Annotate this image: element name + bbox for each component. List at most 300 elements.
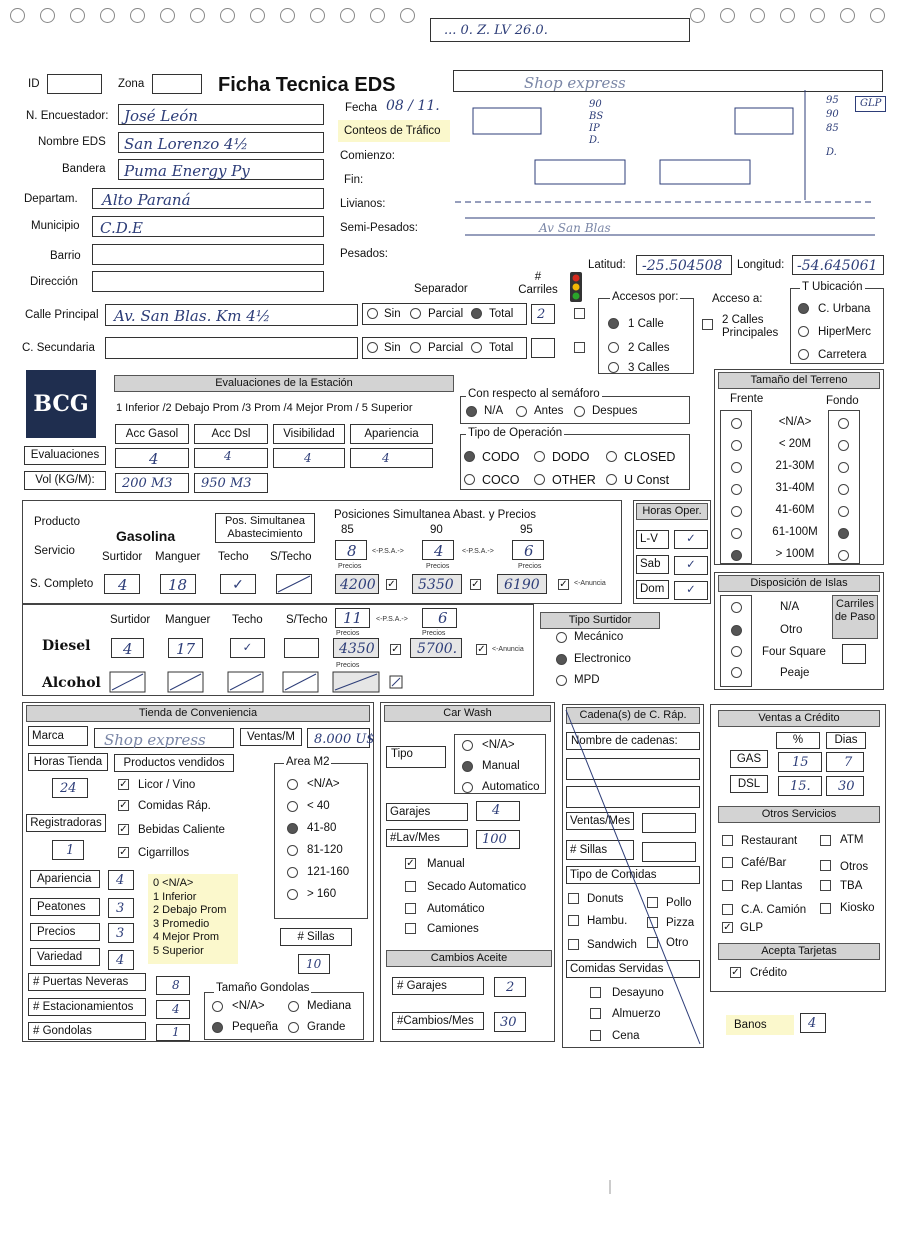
- horas-dom-field[interactable]: ✓: [674, 581, 708, 600]
- cad-donuts: Donuts: [587, 893, 624, 905]
- terreno-frente-radio[interactable]: [731, 506, 742, 517]
- terreno-fondo-radio[interactable]: [838, 462, 849, 473]
- isla-four: Four Square: [762, 646, 826, 658]
- tipo-mecanico-radio[interactable]: [556, 632, 567, 643]
- op-uconst-radio[interactable]: [606, 474, 617, 485]
- carriles-label: # Carriles: [518, 271, 558, 296]
- acceso-a-label: Acceso a:: [712, 293, 763, 305]
- terreno-row-label: 41-60M: [775, 504, 815, 516]
- horas-sab-field[interactable]: ✓: [674, 556, 708, 575]
- separador-label: Separador: [414, 283, 468, 295]
- direccion-field[interactable]: [92, 271, 324, 292]
- prod-cigarrillos-check[interactable]: ✓: [119, 847, 128, 858]
- cw-na-radio[interactable]: [462, 740, 473, 751]
- d-surtidor-label: Surtidor: [110, 614, 151, 626]
- oct-95: 95: [520, 524, 533, 536]
- sep2-parcial: Parcial: [428, 342, 464, 354]
- latitud-value: -25.504508: [642, 258, 723, 274]
- estac-value: 4: [172, 1002, 180, 1016]
- g-surtidor-label: Surtidor: [102, 551, 143, 563]
- scale-item: 4 Mejor Prom: [153, 931, 220, 943]
- d-surtidor-value: 4: [123, 640, 133, 658]
- c-garajes-label: # Garajes: [392, 977, 484, 995]
- estac-label: # Estacionamientos: [28, 998, 146, 1016]
- carriles-paso-field[interactable]: [842, 644, 866, 664]
- bcg-logo: BCG: [26, 370, 96, 438]
- cad-nombre-label: Nombre de cadenas:: [566, 732, 700, 750]
- acc2-label: 2 Calles: [628, 342, 670, 354]
- dsl-pos-2-value: 6: [438, 609, 448, 627]
- gondolas-value: 1: [172, 1025, 180, 1039]
- otros-glp-check[interactable]: ✓: [723, 922, 732, 933]
- sep2-parcial-radio[interactable]: [410, 342, 421, 353]
- credito-gas-pct-value: 15: [792, 755, 809, 770]
- gas-anuncia-95[interactable]: ✓: [559, 579, 568, 590]
- cw-manual-radio[interactable]: [462, 761, 473, 772]
- semaforo-title: Con respecto al semáforo: [468, 388, 600, 400]
- otros-title: Otros Servicios: [718, 806, 880, 823]
- terreno-frente-radio[interactable]: [731, 462, 742, 473]
- encuestador-value: José León: [124, 107, 198, 125]
- tam-na-radio[interactable]: [212, 1001, 223, 1012]
- op-other: OTHER: [552, 473, 596, 487]
- op-uconst: U Const: [624, 473, 670, 487]
- terreno-fondo-radio[interactable]: [838, 506, 849, 517]
- otros-camion-check[interactable]: [722, 904, 733, 915]
- area-option-label: 41-80: [307, 822, 337, 834]
- productos-label: Productos vendidos: [114, 754, 234, 772]
- ub2-label: HiperMerc: [818, 326, 872, 338]
- registradoras-value: 1: [66, 843, 75, 858]
- nombre-label: Nombre EDS: [38, 136, 106, 148]
- latitud-label: Latitud:: [588, 259, 626, 271]
- direccion-label: Dirección: [30, 276, 78, 288]
- tam-grande-radio[interactable]: [288, 1022, 299, 1033]
- producto-label: Producto: [34, 516, 81, 528]
- semi-label: Semi-Pesados:: [340, 222, 418, 234]
- terreno-row-label: 31-40M: [775, 482, 815, 494]
- calle-label: Calle Principal: [25, 309, 99, 321]
- dsl-pos-1-value: 11: [343, 609, 363, 627]
- evaluations-title: Evaluaciones de la Estación: [114, 375, 454, 392]
- cw-check-automatico: Automático: [427, 903, 485, 915]
- acc1-label: 1 Calle: [628, 318, 664, 330]
- longitud-label: Longitud:: [737, 259, 785, 271]
- op-closed-radio[interactable]: [606, 451, 617, 462]
- prod-cigarrillos: Cigarrillos: [138, 847, 190, 859]
- terreno-frente-radio[interactable]: [731, 528, 742, 539]
- tipo-mpd: MPD: [574, 674, 600, 686]
- anuncia-label-2: <-Anuncia: [492, 646, 524, 653]
- terreno-fondo-radio[interactable]: [838, 418, 849, 429]
- oct-85: 85: [341, 524, 354, 536]
- sketch-fuel-1: 90: [589, 99, 602, 110]
- otros-tba-check[interactable]: [820, 880, 831, 891]
- terreno-fondo-radio[interactable]: [838, 484, 849, 495]
- gas-anuncia-85[interactable]: ✓: [387, 579, 396, 590]
- g-stecho-label: S/Techo: [270, 551, 312, 563]
- sep1-sin: Sin: [384, 308, 401, 320]
- zona-label: Zona: [118, 78, 145, 90]
- gas-anuncia-90[interactable]: ✓: [471, 579, 480, 590]
- sep1-sin-radio[interactable]: [367, 308, 378, 319]
- area-option-label: < 40: [307, 800, 330, 812]
- scale-item: 5 Superior: [153, 944, 204, 957]
- cambios-title: Cambios Aceite: [386, 950, 552, 967]
- alcohol-fields: [108, 670, 413, 694]
- sep2-check[interactable]: [574, 342, 585, 353]
- dsl-price-2-value: 5700.: [417, 641, 458, 657]
- tipo-electronico-radio[interactable]: [556, 654, 567, 665]
- precios-t-value: 3: [116, 926, 125, 941]
- otros-cafe-check[interactable]: [722, 857, 733, 868]
- carriles-paso-label: Carriles de Paso: [832, 595, 878, 639]
- precios-t-label: Precios: [30, 923, 100, 941]
- municipio-label: Municipio: [31, 220, 80, 232]
- area-option-label: <N/A>: [307, 778, 340, 790]
- col-apariencia: Apariencia: [350, 424, 433, 444]
- gasolina-label: Gasolina: [116, 528, 176, 544]
- area-option-label: > 160: [307, 888, 337, 900]
- tam-na: <N/A>: [232, 1000, 265, 1012]
- puertas-label: # Puertas Neveras: [28, 973, 146, 991]
- terreno-row-label: > 100M: [775, 548, 815, 560]
- terreno-title: Tamaño del Terreno: [718, 372, 880, 389]
- isla-peaje-radio[interactable]: [731, 667, 742, 678]
- otros-llantas: Rep Llantas: [741, 880, 803, 892]
- otros-cafe: Café/Bar: [741, 857, 787, 869]
- credito-title: Ventas a Crédito: [718, 710, 880, 727]
- top-code: ... 0. Z. LV 26.0.: [444, 23, 548, 38]
- sep2-sin-radio[interactable]: [367, 342, 378, 353]
- terreno-frente-radio[interactable]: [731, 418, 742, 429]
- nombre-value: San Lorenzo 4½: [124, 135, 249, 153]
- otros-restaurant-check[interactable]: [722, 835, 733, 846]
- tipo-mecanico: Mecánico: [574, 631, 624, 643]
- operacion-title: Tipo de Operación: [468, 427, 563, 439]
- gas-pos-95-value: 6: [524, 542, 534, 560]
- isla-otro-radio[interactable]: [731, 625, 742, 636]
- encuestador-label: N. Encuestador:: [26, 110, 109, 122]
- ventas-value: 8.000 U$: [314, 732, 375, 747]
- precios-85: Precios: [338, 563, 362, 570]
- area-radio[interactable]: [287, 867, 298, 878]
- scale-item: 0 <N/A>: [153, 877, 194, 889]
- depto-label: Departam.: [24, 193, 78, 205]
- vol-1-value: 200 M3: [122, 476, 173, 491]
- barrio-field[interactable]: [92, 244, 324, 265]
- area-radio[interactable]: [287, 801, 298, 812]
- diesel-label: Diesel: [42, 638, 91, 654]
- op-dodo-radio[interactable]: [534, 451, 545, 462]
- gas-price-95-value: 6190: [504, 577, 540, 593]
- scompleto-label: S. Completo: [30, 578, 94, 590]
- horas-title: Horas Oper.: [636, 503, 708, 520]
- horas-lv-field[interactable]: ✓: [674, 530, 708, 549]
- sem-antes-radio[interactable]: [516, 406, 527, 417]
- fecha-value: 08 / 11.: [386, 98, 440, 114]
- credito-pct-label: %: [776, 732, 820, 749]
- cw-check-camiones: Camiones: [427, 923, 479, 935]
- secundaria-field[interactable]: [105, 337, 358, 359]
- credito-dias-label: Dias: [826, 732, 866, 749]
- acceso-a-check[interactable]: [702, 319, 713, 330]
- dsl-anuncia-1[interactable]: ✓: [391, 644, 400, 655]
- tam-mediana-radio[interactable]: [288, 1001, 299, 1012]
- dsl-anuncia-2[interactable]: ✓: [477, 644, 486, 655]
- tienda-title: Tienda de Conveniencia: [26, 705, 370, 722]
- puertas-value: 8: [172, 978, 180, 992]
- scale-item: 2 Debajo Prom: [153, 904, 227, 916]
- marca-value: Shop express: [104, 731, 206, 749]
- servicio-label: Servicio: [34, 545, 75, 557]
- vol-label: Vol (KG/M):: [24, 471, 106, 490]
- op-codo-radio[interactable]: [464, 451, 475, 462]
- sketch-side: GLP: [855, 96, 886, 112]
- sep2-sin: Sin: [384, 342, 401, 354]
- id-field[interactable]: [47, 74, 102, 94]
- op-coco: COCO: [482, 473, 520, 487]
- cw-garajes-value: 4: [492, 803, 501, 818]
- conteos-label: Conteos de Tráfico: [344, 125, 441, 137]
- credito-dsl-dias-value: 30: [838, 779, 855, 794]
- cw-tipo-label: Tipo: [386, 746, 446, 768]
- livianos-label: Livianos:: [340, 198, 386, 210]
- op-closed: CLOSED: [624, 450, 676, 464]
- ub3-label: Carretera: [818, 349, 867, 361]
- carwash-title: Car Wash: [384, 705, 551, 722]
- cw-auto: Automatico: [482, 781, 540, 793]
- isla-na-radio[interactable]: [731, 602, 742, 613]
- prod-bebidas-check[interactable]: ✓: [119, 824, 128, 835]
- prod-comidas-check[interactable]: ✓: [119, 800, 128, 811]
- cw-auto-radio[interactable]: [462, 782, 473, 793]
- op-coco-radio[interactable]: [464, 474, 475, 485]
- bandera-value: Puma Energy Py: [124, 162, 250, 180]
- gondolas-label: # Gondolas: [28, 1022, 146, 1040]
- cw-manual-check[interactable]: ✓: [406, 858, 415, 869]
- accesos-title: Accesos por:: [612, 291, 679, 303]
- terreno-row-label: <N/A>: [778, 416, 812, 428]
- sem-na: N/A: [484, 405, 504, 417]
- terreno-frente-radio[interactable]: [731, 440, 742, 451]
- otros-kiosko: Kiosko: [840, 902, 875, 914]
- ub1-radio[interactable]: [798, 303, 809, 314]
- cad-almuerzo: Almuerzo: [612, 1008, 661, 1020]
- ub3-radio[interactable]: [798, 349, 809, 360]
- otros-camion: C.A. Camión: [741, 904, 807, 916]
- pos-title: Posiciones Simultanea Abast. y Precios: [334, 509, 536, 521]
- shop-name-field[interactable]: [453, 70, 883, 92]
- evaluations-scale: 1 Inferior /2 Debajo Prom /3 Prom /4 Mejor Prom / 5 Superior: [116, 402, 413, 414]
- prod-licor: Licor / Vino: [138, 779, 196, 791]
- eval-2-value: 4: [224, 449, 232, 463]
- ubicacion-title: T Ubicación: [802, 281, 863, 293]
- acceso-a-opt: 2 Calles Principales: [722, 314, 779, 339]
- zona-field[interactable]: [152, 74, 202, 94]
- isla-peaje: Peaje: [780, 667, 810, 679]
- precios-alc: Precios: [336, 662, 360, 669]
- cw-camiones-check[interactable]: [405, 923, 416, 934]
- calle-value: Av. San Blas. Km 4½: [114, 307, 271, 325]
- otros-restaurant: Restaurant: [741, 835, 798, 847]
- isla-four-radio[interactable]: [731, 646, 742, 657]
- gas-pos-90-value: 4: [434, 542, 444, 560]
- g-techo-field[interactable]: ✓: [220, 574, 256, 594]
- page-title: Ficha Tecnica EDS: [218, 74, 396, 96]
- tam-gond-title: Tamaño Gondolas: [216, 982, 310, 994]
- apariencia-value: 4: [116, 873, 125, 888]
- sem-na-radio[interactable]: [466, 406, 477, 417]
- cad-pollo: Pollo: [666, 897, 692, 909]
- op-other-radio[interactable]: [534, 474, 545, 485]
- cadenas-strike: [562, 704, 704, 1048]
- alcohol-label: Alcohol: [42, 675, 101, 691]
- area-option-label: 81-120: [307, 844, 343, 856]
- longitud-value: -54.645061: [797, 258, 878, 274]
- acc3-label: 3 Calles: [628, 362, 670, 374]
- otros-otros-check[interactable]: [820, 860, 831, 871]
- registradoras-label: Registradoras: [26, 814, 106, 832]
- prod-licor-check[interactable]: ✓: [119, 779, 128, 790]
- sep1-parcial: Parcial: [428, 308, 464, 320]
- d-stecho-field[interactable]: [284, 638, 319, 658]
- acc2-radio[interactable]: [608, 342, 619, 353]
- cad-sandwich: Sandwich: [587, 939, 637, 951]
- d-manguer-value: 17: [176, 640, 196, 658]
- g-manguer-label: Manguer: [155, 551, 201, 563]
- tipo-electronico: Electronico: [574, 653, 631, 665]
- cad-servidas-label: Comidas Servidas: [566, 960, 700, 978]
- carriles-value: 2: [537, 307, 546, 322]
- banos-label: Banos: [734, 1019, 767, 1031]
- eval-4-value: 4: [382, 451, 390, 465]
- tarjetas-credito-check[interactable]: ✓: [731, 967, 740, 978]
- otros-atm-check[interactable]: [820, 835, 831, 846]
- c-mes-value: 30: [500, 1015, 517, 1030]
- peatones-label: Peatones: [30, 898, 100, 916]
- cad-sillas-label: # Sillas: [566, 840, 634, 860]
- cad-ventas-label: Ventas/Mes: [566, 812, 634, 830]
- d-techo-field[interactable]: ✓: [230, 638, 265, 658]
- tam-grande: Grande: [307, 1021, 346, 1033]
- cad-hambu: Hambu.: [587, 915, 628, 927]
- area-radio[interactable]: [287, 845, 298, 856]
- municipio-value: C.D.E: [100, 219, 143, 237]
- precios-95: Precios: [518, 563, 542, 570]
- precios-d1: Precios: [336, 630, 360, 637]
- d-manguer-label: Manguer: [165, 614, 211, 626]
- area-radio[interactable]: [287, 823, 298, 834]
- gas-price-90-value: 5350: [418, 577, 454, 593]
- ub1-label: C. Urbana: [818, 303, 871, 315]
- horas-tienda-label: Horas Tienda: [28, 753, 108, 771]
- cw-lav-value: 100: [482, 832, 507, 847]
- tarjetas-credito: Crédito: [750, 967, 788, 979]
- terreno-fondo-radio[interactable]: [838, 550, 849, 561]
- variedad-value: 4: [116, 953, 125, 968]
- bandera-label: Bandera: [62, 163, 106, 175]
- sep1-check[interactable]: [574, 308, 585, 319]
- page-bottom-marks: [600, 1180, 630, 1200]
- terreno-frente-radio[interactable]: [731, 550, 742, 561]
- psa-1: <-P.S.A.->: [372, 548, 404, 555]
- gas-price-85-value: 4200: [340, 577, 376, 593]
- area-radio[interactable]: [287, 889, 298, 900]
- tipo-mpd-radio[interactable]: [556, 675, 567, 686]
- sep2-total-radio[interactable]: [471, 342, 482, 353]
- sem-despues-radio[interactable]: [574, 406, 585, 417]
- cad-otro: Otro: [666, 937, 689, 949]
- terreno-fondo-radio[interactable]: [838, 528, 849, 539]
- cadenas-title: Cadena(s) de C. Ráp.: [566, 707, 700, 724]
- terreno-frente-radio[interactable]: [731, 484, 742, 495]
- sillas-t-label: # Sillas: [280, 928, 352, 946]
- prod-comidas: Comidas Ráp.: [138, 800, 211, 812]
- carriles-field-2[interactable]: [531, 338, 555, 358]
- sketch-fuel-3: IP: [589, 123, 600, 134]
- acc1-radio[interactable]: [608, 318, 619, 329]
- sep1-parcial-radio[interactable]: [410, 308, 421, 319]
- cw-garajes-label: Garajes: [386, 803, 468, 821]
- sem-antes: Antes: [534, 405, 564, 417]
- sep1-total: Total: [489, 308, 514, 320]
- isla-otro: Otro: [780, 624, 803, 636]
- col-acc-gasol: Acc Gasol: [115, 424, 189, 444]
- peatones-value: 3: [116, 901, 125, 916]
- tam-pequena-radio[interactable]: [212, 1022, 223, 1033]
- sep1-total-radio[interactable]: [471, 308, 482, 319]
- cw-check-manual: Manual: [427, 858, 465, 870]
- vol-2-value: 950 M3: [201, 476, 252, 491]
- otros-llantas-check[interactable]: [722, 880, 733, 891]
- cw-automatico-check[interactable]: [405, 903, 416, 914]
- fecha-label: Fecha: [345, 102, 377, 114]
- cw-secado-check[interactable]: [405, 881, 416, 892]
- eval-3-value: 4: [304, 451, 312, 465]
- credito-dsl-pct-value: 15.: [790, 779, 811, 794]
- isla-na: N/A: [780, 601, 800, 613]
- otros-glp: GLP: [740, 922, 764, 934]
- acc3-radio[interactable]: [608, 362, 619, 373]
- d-techo-label: Techo: [232, 614, 263, 626]
- banos-value: 4: [808, 1016, 817, 1031]
- cad-cena: Cena: [612, 1030, 640, 1042]
- tarjetas-title: Acepta Tarjetas: [718, 943, 880, 960]
- id-label: ID: [28, 78, 40, 90]
- sep2-total: Total: [489, 342, 514, 354]
- terreno-fondo-radio[interactable]: [838, 440, 849, 451]
- tam-pequena: Pequeña: [232, 1021, 279, 1033]
- g-techo-label: Techo: [218, 551, 249, 563]
- area-radio[interactable]: [287, 779, 298, 790]
- ventas-label: Ventas/M: [240, 728, 302, 746]
- dsl-price-1-value: 4350: [339, 641, 375, 657]
- precios-90: Precios: [426, 563, 450, 570]
- sketch-fuel-4: D.: [589, 135, 600, 146]
- otros-kiosko-check[interactable]: [820, 903, 831, 914]
- tam-mediana: Mediana: [307, 1000, 352, 1012]
- sketch-fuel-r2: 90: [826, 109, 839, 120]
- otros-otros: Otros: [840, 861, 869, 873]
- cw-lav-label: #Lav/Mes: [386, 829, 468, 847]
- d-stecho-label: S/Techo: [286, 614, 328, 626]
- station-sketch: [455, 90, 885, 240]
- terreno-row-label: 61-100M: [772, 526, 818, 538]
- otros-tba: TBA: [840, 880, 863, 892]
- ub2-radio[interactable]: [798, 326, 809, 337]
- terreno-frente: Frente: [730, 393, 764, 405]
